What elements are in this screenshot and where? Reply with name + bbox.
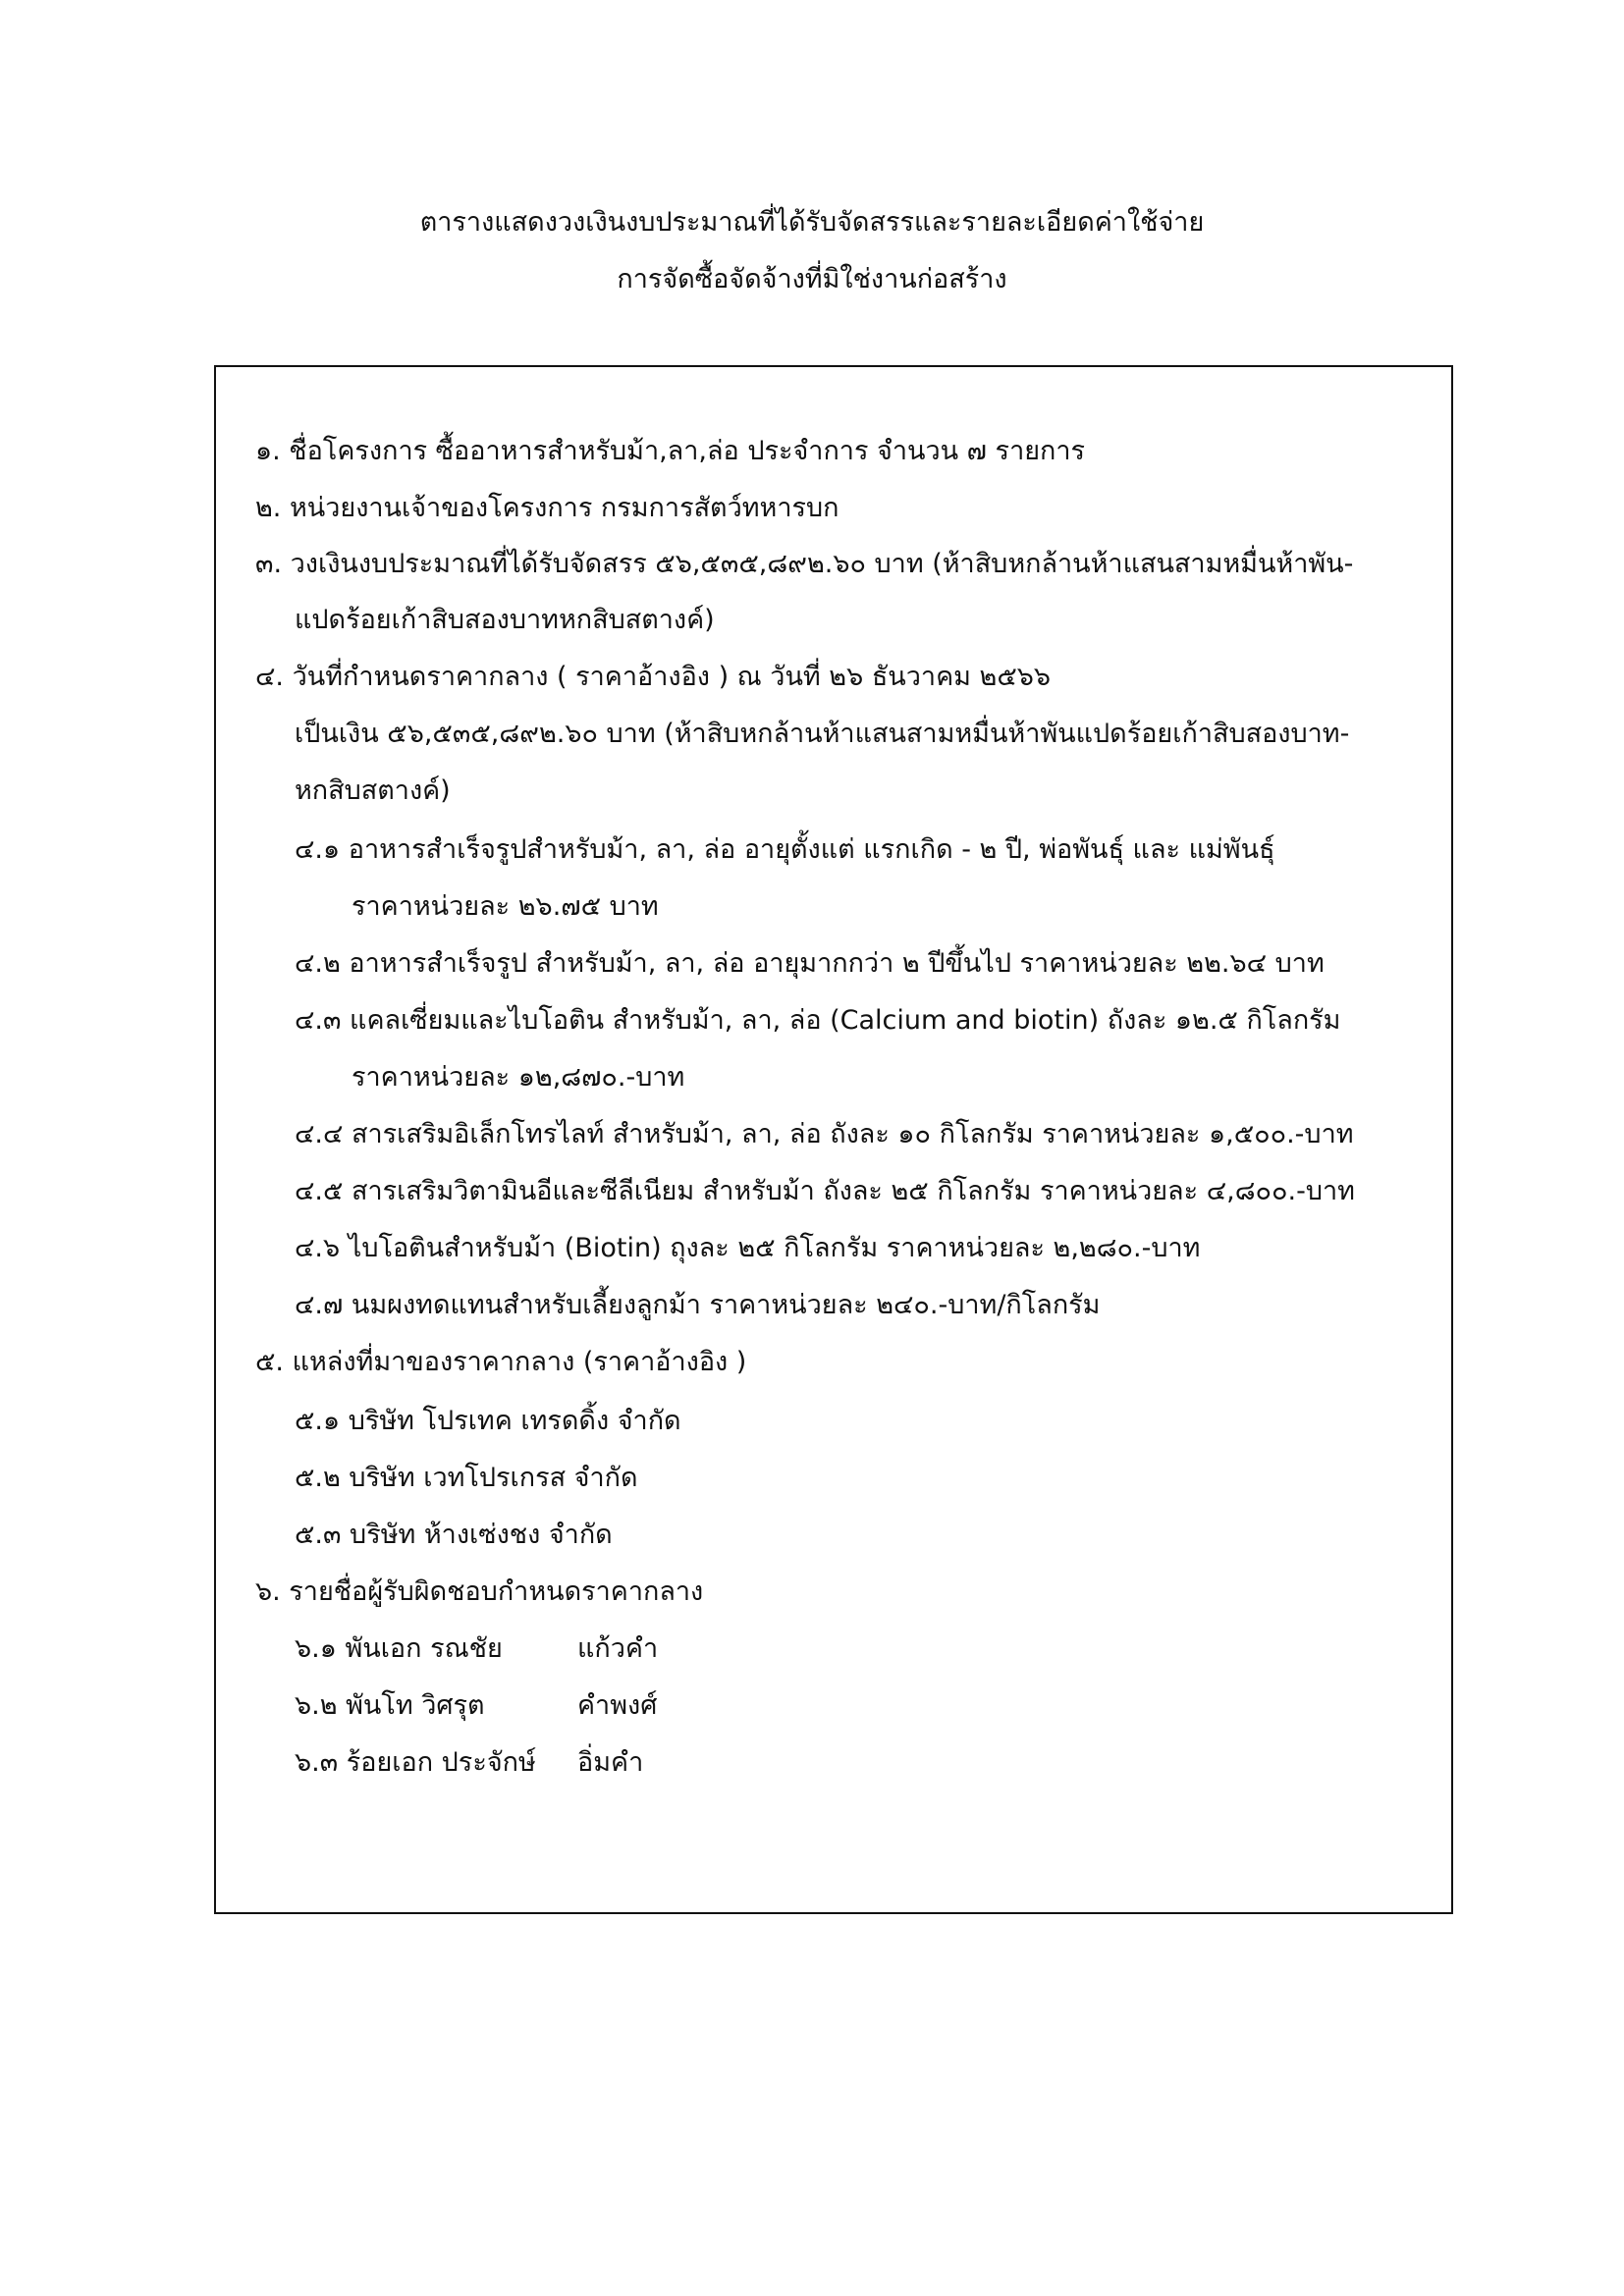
- item-4-date-line-1: ๔. วันที่กำหนดราคากลาง ( ราคาอ้างอิง ) ณ วันที่ ๒๖ ธันวาคม ๒๕๖๖: [255, 662, 1052, 692]
- item-4-1-line-1: ๔.๑ อาหารสำเร็จรูปสำหรับม้า, ลา, ล่อ อายุตั้งแต่ แรกเกิด - ๒ ปี, พ่อพันธุ์ และ แม่พันธุ์: [295, 834, 1275, 865]
- item-2-owner-unit: ๒. หน่วยงานเจ้าของโครงการ กรมการสัตว์ทหารบก: [255, 493, 839, 523]
- document-title: [0, 194, 1624, 308]
- item-4-3-line-1: ๔.๓ แคลเซี่ยมและไบโอติน สำหรับม้า, ลา, ล่อ (Calcium and biotin) ถังละ ๑๒.๕ กิโลกรัม: [295, 1005, 1341, 1036]
- item-6-2-name: ๖.๒ พันโท วิศรุต: [295, 1690, 485, 1721]
- item-6-1-name: ๖.๑ พันเอก รณชัย: [295, 1633, 503, 1664]
- item-6-responsible: ๖. รายชื่อผู้รับผิดชอบกำหนดราคากลาง: [255, 1576, 704, 1607]
- item-6-1-surname: แก้วคำ: [577, 1633, 659, 1664]
- item-3-budget-line-1: ๓. วงเงินงบประมาณที่ได้รับจัดสรร ๕๖,๕๓๕,๘๙๒.๖๐ บาท (ห้าสิบหกล้านห้าแสนสามหมื่นห้าพัน-: [255, 549, 1354, 579]
- title-line-2: การจัดซื้อจัดจ้างที่มิใช่งานก่อสร้าง: [617, 264, 1007, 294]
- item-5-1: ๕.๑ บริษัท โปรเทค เทรดดิ้ง จำกัด: [295, 1406, 681, 1436]
- item-4-date-line-2: เป็นเงิน ๕๖,๕๓๕,๘๙๒.๖๐ บาท (ห้าสิบหกล้านห้าแสนสามหมื่นห้าพันแปดร้อยเก้าสิบสองบาท-: [295, 719, 1350, 749]
- item-4-7: ๔.๗ นมผงทดแทนสำหรับเลี้ยงลูกม้า ราคาหน่วยละ ๒๔๐.-บาท/กิโลกรัม: [295, 1290, 1101, 1320]
- item-6-3-surname: อิ่มคำ: [577, 1747, 644, 1778]
- title-line-1: ตารางแสดงวงเงินงบประมาณที่ได้รับจัดสรรและรายละเอียดค่าใช้จ่าย: [419, 207, 1205, 238]
- item-4-4: ๔.๔ สารเสริมอิเล็กโทรไลท์ สำหรับม้า, ลา, ล่อ ถังละ ๑๐ กิโลกรัม ราคาหน่วยละ ๑,๕๐๐.-บาท: [295, 1119, 1354, 1149]
- item-5-3: ๕.๓ บริษัท ห้างเซ่งชง จำกัด: [295, 1520, 613, 1550]
- item-4-5: ๔.๕ สารเสริมวิตามินอีและซีลีเนียม สำหรับม้า ถังละ ๒๕ กิโลกรัม ราคาหน่วยละ ๔,๘๐๐.-บาท: [295, 1176, 1355, 1206]
- item-4-2: ๔.๒ อาหารสำเร็จรูป สำหรับม้า, ลา, ล่อ อายุมากกว่า ๒ ปีขึ้นไป ราคาหน่วยละ ๒๒.๖๔ บาท: [295, 948, 1325, 979]
- item-4-6: ๔.๖ ไบโอตินสำหรับม้า (Biotin) ถุงละ ๒๕ กิโลกรัม ราคาหน่วยละ ๒,๒๘๐.-บาท: [295, 1233, 1201, 1263]
- item-4-1-line-2: ราคาหน่วยละ ๒๖.๗๕ บาท: [352, 891, 659, 922]
- item-6-2-surname: คำพงศ์: [577, 1690, 658, 1721]
- item-4-date-line-3: หกสิบสตางค์): [295, 775, 451, 806]
- item-4-3-line-2: ราคาหน่วยละ ๑๒,๘๗๐.-บาท: [352, 1062, 685, 1093]
- item-5-2: ๕.๒ บริษัท เวทโปรเกรส จำกัด: [295, 1463, 638, 1493]
- item-3-budget-line-2: แปดร้อยเก้าสิบสองบาทหกสิบสตางค์): [295, 605, 715, 635]
- item-5-source: ๕. แหล่งที่มาของราคากลาง (ราคาอ้างอิง ): [255, 1347, 747, 1377]
- item-1-project-name: ๑. ชื่อโครงการ ซื้ออาหารสำหรับม้า,ลา,ล่อ ประจำการ จำนวน ๗ รายการ: [255, 436, 1086, 466]
- item-6-3-name: ๖.๓ ร้อยเอก ประจักษ์: [295, 1747, 536, 1778]
